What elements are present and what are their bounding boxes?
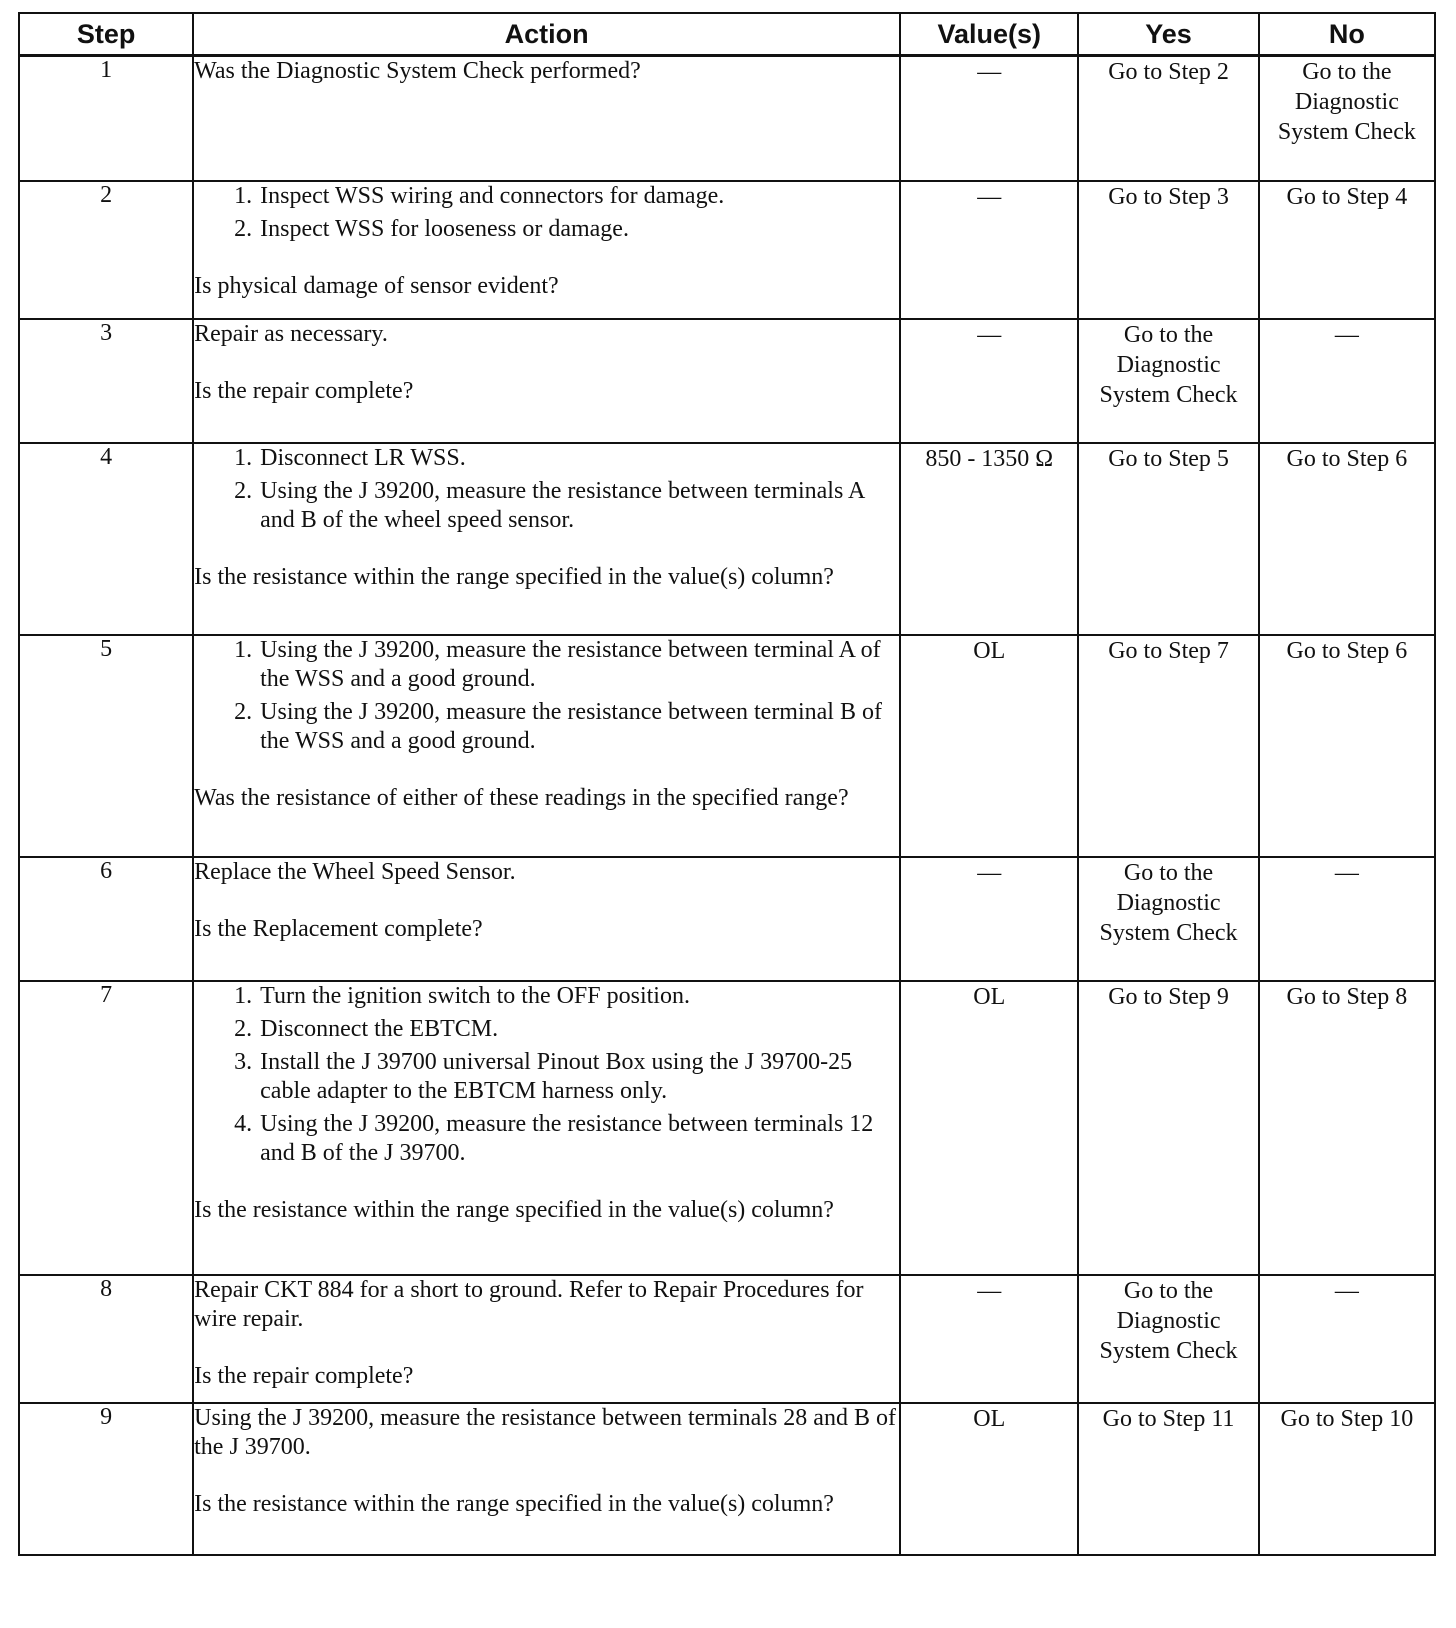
action-substep: 2. Disconnect the EBTCM. xyxy=(258,1015,899,1044)
action-substeps xyxy=(194,982,899,1168)
action-cell xyxy=(193,1275,900,1403)
header-row xyxy=(19,13,1435,56)
action-question: Is the repair complete? xyxy=(194,377,414,404)
yes-cell: Go to the Diagnostic System Check xyxy=(1078,857,1258,981)
action-instruction: Using the J 39200, measure the resistance between terminals 28 and B of the J 39700. xyxy=(194,1404,896,1460)
action-question: Is the resistance within the range specified in the value(s) column? xyxy=(194,563,834,590)
action-cell xyxy=(193,443,900,635)
header-step: Step xyxy=(19,13,193,56)
value-cell: — xyxy=(900,181,1078,319)
table-row xyxy=(19,857,1435,981)
action-question: Is the resistance within the range specified in the value(s) column? xyxy=(194,1196,834,1223)
yes-cell: Go to Step 7 xyxy=(1078,635,1258,857)
table-row xyxy=(19,181,1435,319)
action-instruction: Replace the Wheel Speed Sensor. xyxy=(194,858,516,885)
header-action: Action xyxy=(193,13,900,56)
no-cell: Go to Step 4 xyxy=(1259,181,1435,319)
no-cell: Go to the Diagnostic System Check xyxy=(1259,56,1435,181)
table-row xyxy=(19,56,1435,181)
step-number: 8 xyxy=(19,1275,193,1403)
yes-cell: Go to the Diagnostic System Check xyxy=(1078,319,1258,443)
no-cell: Go to Step 8 xyxy=(1259,981,1435,1275)
action-substeps xyxy=(194,636,899,756)
action-instruction: Repair as necessary. xyxy=(194,320,388,347)
value-cell: 850 - 1350 Ω xyxy=(900,443,1078,635)
value-cell: — xyxy=(900,1275,1078,1403)
step-number: 6 xyxy=(19,857,193,981)
table-row xyxy=(19,319,1435,443)
step-number: 5 xyxy=(19,635,193,857)
diagnostic-table xyxy=(18,12,1436,1556)
no-cell: — xyxy=(1259,857,1435,981)
value-cell: — xyxy=(900,857,1078,981)
table-body xyxy=(19,56,1435,1555)
action-substep: 1. Inspect WSS wiring and connectors for damage. xyxy=(258,182,899,211)
header-values: Value(s) xyxy=(900,13,1078,56)
header-no: No xyxy=(1259,13,1435,56)
action-question: Is the Replacement complete? xyxy=(194,915,483,942)
table-row xyxy=(19,981,1435,1275)
action-substep: 4. Using the J 39200, measure the resistance between terminals 12 and B of the J 39700. xyxy=(258,1110,899,1168)
action-substeps xyxy=(194,182,899,244)
no-cell: Go to Step 10 xyxy=(1259,1403,1435,1555)
action-substeps xyxy=(194,444,899,535)
no-cell: — xyxy=(1259,319,1435,443)
action-cell xyxy=(193,857,900,981)
yes-cell: Go to Step 3 xyxy=(1078,181,1258,319)
value-cell: — xyxy=(900,56,1078,181)
header-yes: Yes xyxy=(1078,13,1258,56)
step-number: 1 xyxy=(19,56,193,181)
value-cell: OL xyxy=(900,981,1078,1275)
action-cell xyxy=(193,981,900,1275)
table-row xyxy=(19,1275,1435,1403)
step-number: 9 xyxy=(19,1403,193,1555)
value-cell: — xyxy=(900,319,1078,443)
step-number: 3 xyxy=(19,319,193,443)
step-number: 4 xyxy=(19,443,193,635)
yes-cell: Go to Step 9 xyxy=(1078,981,1258,1275)
table-row xyxy=(19,443,1435,635)
no-cell: Go to Step 6 xyxy=(1259,635,1435,857)
step-number: 2 xyxy=(19,181,193,319)
action-question: Is physical damage of sensor evident? xyxy=(194,272,559,299)
action-cell xyxy=(193,181,900,319)
action-question: Is the resistance within the range specified in the value(s) column? xyxy=(194,1490,834,1517)
no-cell: Go to Step 6 xyxy=(1259,443,1435,635)
value-cell: OL xyxy=(900,635,1078,857)
yes-cell: Go to the Diagnostic System Check xyxy=(1078,1275,1258,1403)
action-substep: 1. Using the J 39200, measure the resistance between terminal A of the WSS and a good ground. xyxy=(258,636,899,694)
action-cell xyxy=(193,319,900,443)
action-substep: 1. Disconnect LR WSS. xyxy=(258,444,899,473)
action-substep: 2. Using the J 39200, measure the resistance between terminals A and B of the wheel speed sensor. xyxy=(258,477,899,535)
step-number: 7 xyxy=(19,981,193,1275)
action-question: Is the repair complete? xyxy=(194,1362,414,1389)
action-instruction: Repair CKT 884 for a short to ground. Refer to Repair Procedures for wire repair. xyxy=(194,1276,864,1332)
action-substep: 3. Install the J 39700 universal Pinout Box using the J 39700-25 cable adapter to the EBTCM harness only. xyxy=(258,1048,899,1106)
table-row xyxy=(19,1403,1435,1555)
action-substep: 1. Turn the ignition switch to the OFF position. xyxy=(258,982,899,1011)
yes-cell: Go to Step 5 xyxy=(1078,443,1258,635)
yes-cell: Go to Step 2 xyxy=(1078,56,1258,181)
action-substep: 2. Using the J 39200, measure the resistance between terminal B of the WSS and a good ground. xyxy=(258,698,899,756)
yes-cell: Go to Step 11 xyxy=(1078,1403,1258,1555)
action-question: Was the Diagnostic System Check performed? xyxy=(194,58,641,84)
no-cell: — xyxy=(1259,1275,1435,1403)
action-substep: 2. Inspect WSS for looseness or damage. xyxy=(258,215,899,244)
table-row xyxy=(19,635,1435,857)
action-question: Was the resistance of either of these readings in the specified range? xyxy=(194,784,849,811)
value-cell: OL xyxy=(900,1403,1078,1555)
action-cell xyxy=(193,635,900,857)
action-cell xyxy=(193,56,900,181)
action-cell xyxy=(193,1403,900,1555)
